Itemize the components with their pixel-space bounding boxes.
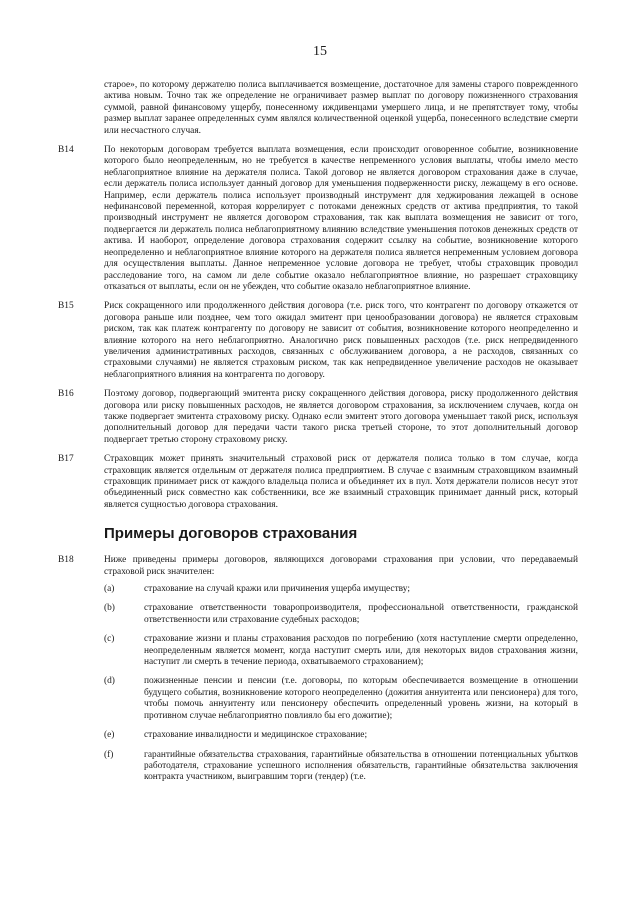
list-item (104, 676, 578, 722)
list-item-text: страхование на случай кражи или причинения ущерба имуществу; (144, 584, 410, 595)
list-item (104, 634, 578, 668)
list-marker: (e) (104, 730, 115, 741)
paragraph-number: B15 (58, 301, 74, 312)
list-item (104, 750, 578, 784)
paragraph-text: Риск сокращенного или продолженного действия договора (т.е. риск того, что контрагент по договору откажется от договора раньше или позднее, чем того ожидал эмитент при ценообразовании договора) не является страховым риском, так как платеж контрагенту по договору не зависит от события, возникновение которого неопределенно и влияние которого на него неблагоприятно. Аналогично риск повышенных расходов (т.е. риск непредвиденного увеличения административных расходов, связанных с обслуживанием договора, а не расходов, связанных со страховыми случаями) не является страховым риском, так как непредвиденное увеличение расходов не оказывает неблагоприятного влияния на контрагента по договору. (104, 301, 578, 380)
list-item (104, 603, 578, 626)
section-heading: Примеры договоров страхования (104, 525, 358, 543)
list-marker: (f) (104, 749, 114, 760)
page-content (58, 80, 578, 792)
paragraph-text: Ниже приведены примеры договоров, являющихся договорами страхования при условии, что передаваемый страховой риск значителен: (104, 555, 578, 577)
examples-list (104, 584, 578, 784)
page-number: 15 (313, 44, 327, 59)
paragraph-b17 (58, 454, 578, 511)
list-marker: (a) (104, 584, 115, 595)
paragraph-text: старое», по которому держателю полиса выплачивается возмещение, достаточное для замены старого поврежденного актива новым. Точно так же определение не ограничивает размер выплат по договору пожизненного страхования суммой, равной финансовому ущербу, понесенному иждивенцами умершего лица, и не препятствует тому, чтобы размер выплат заранее определенных сумм являлся количественной оценкой ущерба, понесенного вследствие смерти или несчастного случая. (104, 80, 578, 136)
paragraph-continuation (58, 80, 578, 137)
paragraph-text: Страховщик может принять значительный страховой риск от держателя полиса только в том случае, когда страховщик является отдельным от держателя полиса предприятием. В случае с взаимным страховщиком взаимный страховщик принимает риск от каждого владельца полиса и объединяет их в пул. Хотя держатели полисов несут этот объединенный риск совместно как собственники, все же взаимный страховщик принимает данный риск, который является сущностью договора страхования. (104, 454, 578, 510)
paragraph-text: По некоторым договорам требуется выплата возмещения, если происходит оговоренное событие, возникновение которого было неопределенным, но не требуется в качестве непременного условия выплаты, чтобы имело место неблагоприятное влияние на держателя полиса. Такой договор не является договором страхования даже в случае, если держатель полиса использует данный договор для уменьшения подверженности риску, лежащему в его основе. Например, если держатель полиса использует производный инструмент для хеджирования лежащей в основе нефинансовой переменной, которая коррелирует с потоками денежных средств от актива предприятия, то такой производный инструмент не является договором страхования, так как выплата возмещения не зависит от того, подвергается ли держатель полиса неблагоприятному влиянию вследствие уменьшения потоков денежных средств от актива. И наоборот, определение договора страхования содержит ссылку на событие, возникновение которого неопределенно и неблагоприятное влияние которого на держателя полиса является непременным условием договора для осуществления выплаты. Данное непременное условие договора не требует, чтобы страховщик проводил расследование того, на самом ли деле событие оказало неблагоприятное влияние, но разрешает страховщику отказаться от выплаты, если он не убежден, что событие оказало неблагоприятное влияние. (104, 145, 578, 292)
list-marker: (b) (104, 603, 115, 614)
paragraph-b18 (58, 555, 578, 578)
paragraph-number: B17 (58, 454, 74, 465)
paragraph-number: B18 (58, 555, 74, 566)
list-marker: (d) (104, 676, 115, 687)
list-item-text: пожизненные пенсии и пенсии (т.е. договоры, по которым обеспечивается возмещение в отношении будущего события, возникновение которого неопределенно (дожития аннуитента или пенсионера) для того, чтобы помочь аннуитенту или пенсионеру обеспечить определенный уровень жизни, на который в противном случае неблагоприятно повлияло бы его дожитие); (144, 676, 578, 721)
paragraph-text: Поэтому договор, подвергающий эмитента риску сокращенного действия договора, риску продолженного действия договора или риску повышенных расходов, не является договором страхования, за исключением случаев, когда он также подвергает эмитента страховому риску. Однако если эмитент этого договора уменьшает такой риск, используя дополнительный договор для передачи части такого риска третьей стороне, то этот дополнительный договор подвергает третью сторону страховому риску. (104, 389, 578, 445)
list-item-text: страхование инвалидности и медицинское страхование; (144, 730, 368, 741)
list-item (104, 584, 578, 595)
paragraph-b14 (58, 145, 578, 293)
list-marker: (c) (104, 634, 115, 645)
paragraph-number: B14 (58, 145, 74, 156)
paragraph-b15 (58, 301, 578, 381)
list-item-text: гарантийные обязательства страхования, гарантийные обязательства в отношении потенциальных убытков работодателя, страхование успешного исполнения обязательств, гарантийные обязательства заключения контракта участником, выигравшим торги (тендер) (т.е. (144, 749, 578, 783)
list-item (104, 730, 578, 741)
list-item-text: страхование ответственности товаропроизводителя, профессиональной ответственности, гражданской ответственности или страхование судебных расходов; (144, 603, 578, 625)
list-item-text: страхование жизни и планы страхования расходов по погребению (хотя наступление смерти определенно, неопределенным является момент, когда наступит смерть или, для некоторых видов страхования жизни, наступит ли смерть в течение периода, охватываемого страхованием); (144, 634, 578, 668)
paragraph-number: B16 (58, 389, 74, 400)
paragraph-b16 (58, 389, 578, 446)
